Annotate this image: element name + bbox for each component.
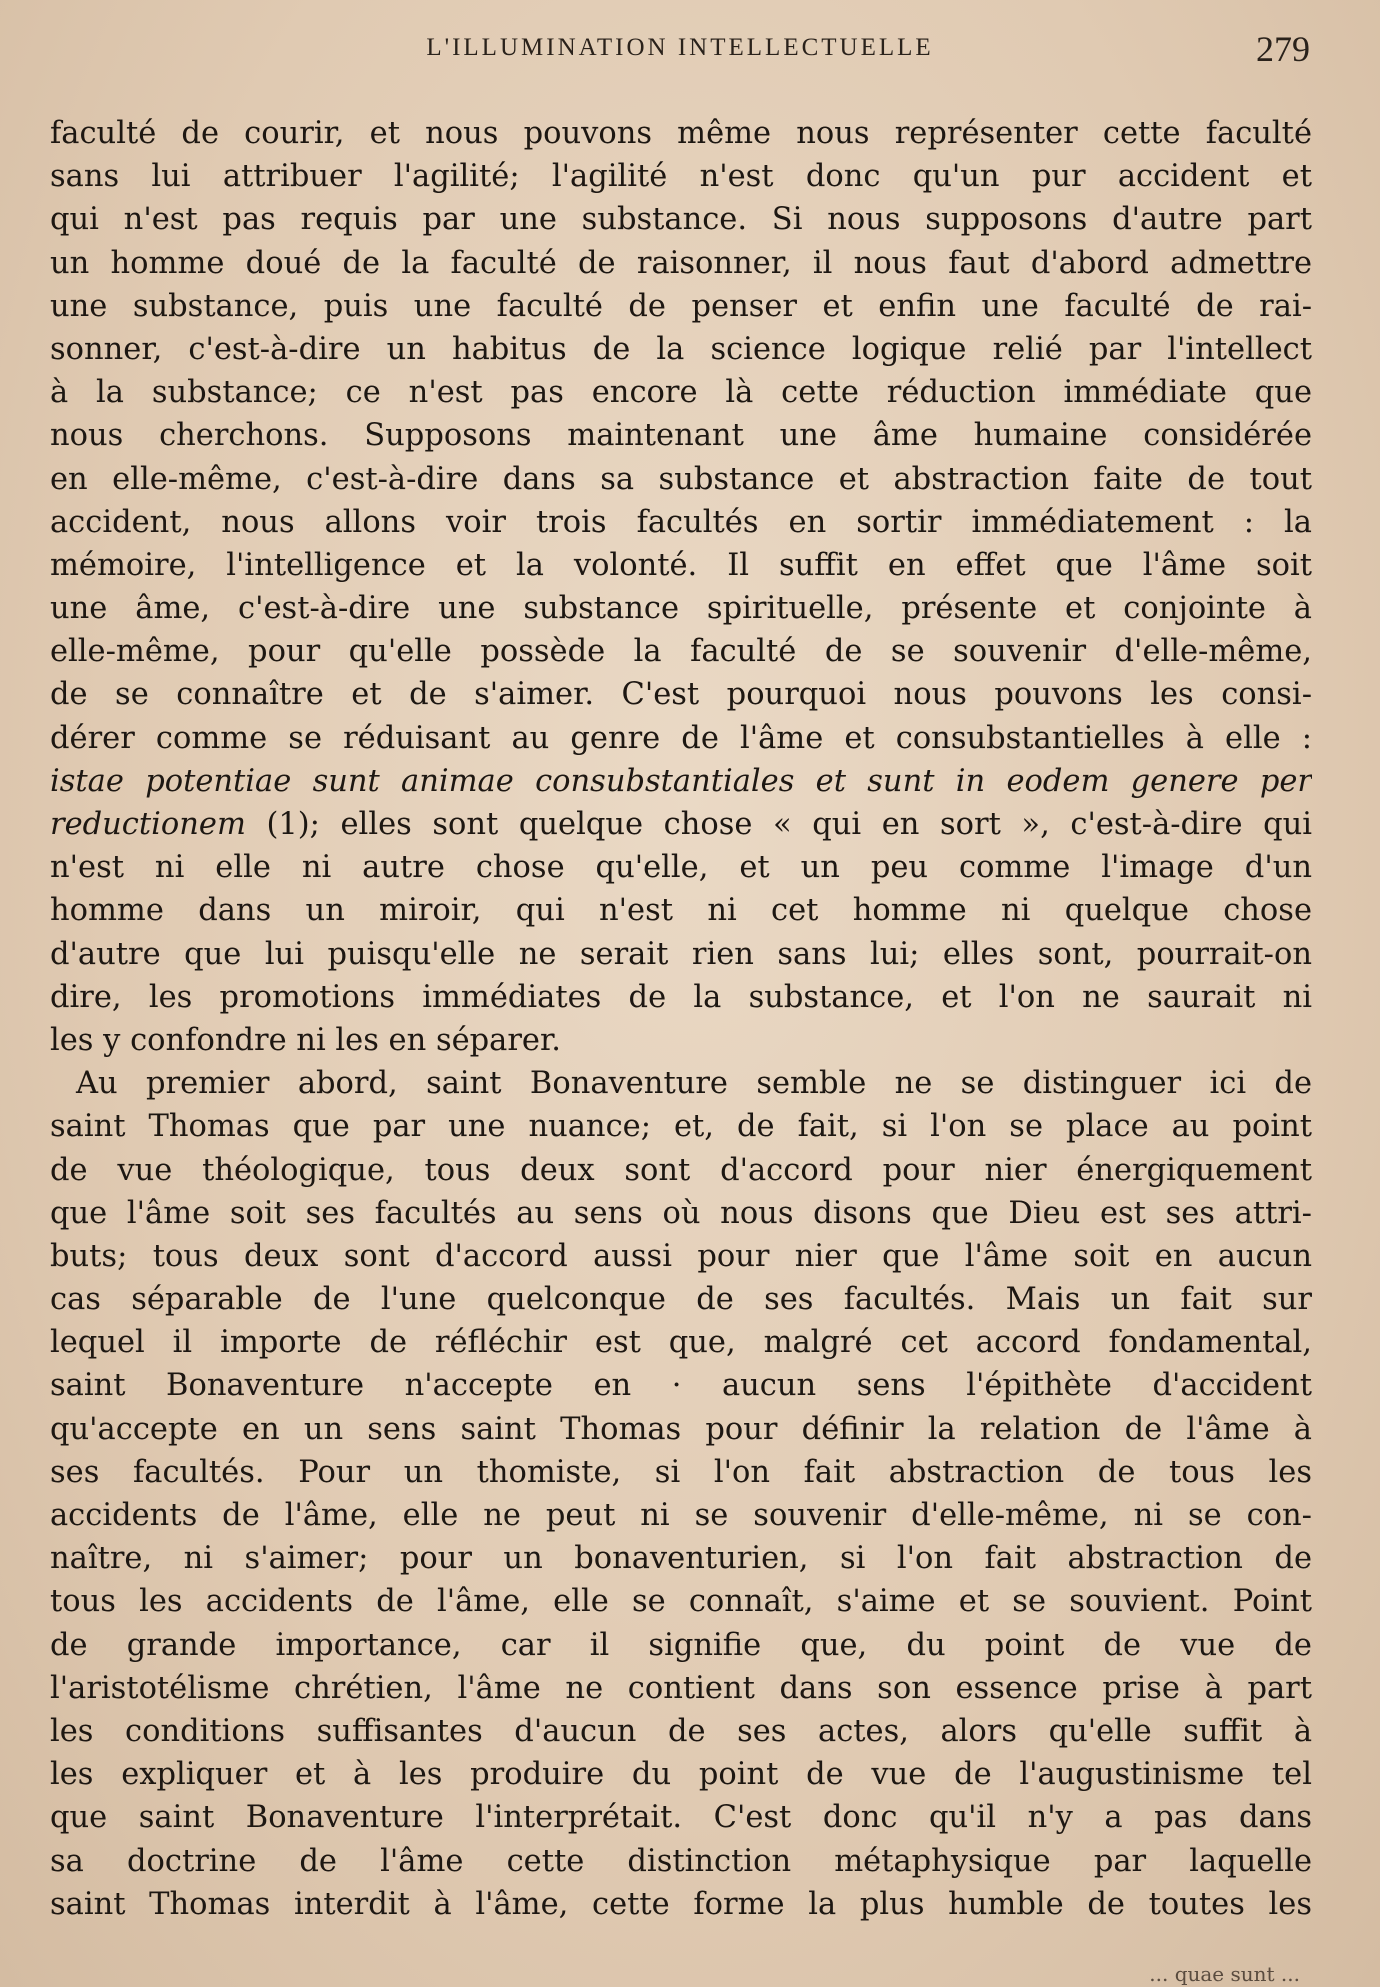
footnote-fragment: ... quae sunt ... xyxy=(1149,1962,1300,1986)
text-line: accidents de l'âme, elle ne peut ni se souvenir d'elle-même, ni se con- xyxy=(50,1498,1312,1533)
text-line: que saint Bonaventure l'interprétait. C'est donc qu'il n'y a pas dans xyxy=(50,1800,1312,1836)
text-line: saint Thomas que par une nuance; et, de fait, si l'on se place au point xyxy=(50,1109,1312,1145)
text-line: une âme, c'est-à-dire une substance spirituelle, présente et conjointe à xyxy=(50,591,1312,627)
text-line: de vue théologique, tous deux sont d'accord pour nier énergiquement xyxy=(50,1152,1312,1188)
text-line-paragraph-end: les y confondre ni les en séparer. xyxy=(50,1022,561,1058)
text-line: qui n'est pas requis par une substance. Si nous supposons d'autre part xyxy=(50,202,1312,238)
text-line: un homme doué de la faculté de raisonner, il nous faut d'abord admettre xyxy=(50,245,1312,281)
text-line: sonner, c'est-à-dire un habitus de la science logique relié par l'intellect xyxy=(50,331,1312,367)
page-number: 279 xyxy=(1256,29,1310,69)
text-line: sa doctrine de l'âme cette distinction métaphysique par laquelle xyxy=(50,1843,1312,1879)
text-line: ses facultés. Pour un thomiste, si l'on fait abstraction de tous les xyxy=(50,1454,1312,1490)
text-line: tous les accidents de l'âme, elle se connaît, s'aime et se souvient. Point xyxy=(50,1584,1312,1620)
page-header xyxy=(50,28,1310,78)
text-line: mémoire, l'intelligence et la volonté. Il suffit en effet que l'âme soit xyxy=(50,547,1312,583)
text-line: l'aristotélisme chrétien, l'âme ne contient dans son essence prise à part xyxy=(50,1670,1312,1706)
text-line: n'est ni elle ni autre chose qu'elle, et un peu comme l'image d'un xyxy=(50,850,1312,886)
text-line-latin-quote-end xyxy=(50,803,1312,846)
text-line: faculté de courir, et nous pouvons même nous représenter cette faculté xyxy=(50,116,1312,151)
text-line: cas séparable de l'une quelconque de ses facultés. Mais un fait sur xyxy=(50,1282,1312,1318)
text-line: les conditions suffisantes d'aucun de ses actes, alors qu'elle suffit à xyxy=(50,1713,1312,1749)
text-line: les expliquer et à les produire du point de vue de l'augustinisme tel xyxy=(50,1757,1312,1793)
text-line: que l'âme soit ses facultés au sens où nous disons que Dieu est ses attri- xyxy=(50,1195,1312,1231)
line-continuation: (1); elles sont quelque chose « qui en sort », c'est-à-dire qui xyxy=(245,807,1312,842)
text-line: saint Bonaventure n'accepte en · aucun sens l'épithète d'accident xyxy=(50,1368,1312,1404)
text-line: en elle-même, c'est-à-dire dans sa substance et abstraction faite de tout xyxy=(50,461,1312,497)
text-line: saint Thomas interdit à l'âme, cette forme la plus humble de toutes les xyxy=(50,1886,1312,1922)
text-line: lequel il importe de réfléchir est que, malgré cet accord fondamental, xyxy=(50,1325,1312,1361)
text-line: accident, nous allons voir trois facultés en sortir immédiatement : la xyxy=(50,504,1312,540)
text-line: naître, ni s'aimer; pour un bonaventurien, si l'on fait abstraction de xyxy=(50,1541,1312,1577)
latin-quote: istae potentiae sunt animae consubstantiales et sunt in eodem genere per xyxy=(50,763,1312,799)
text-line: buts; tous deux sont d'accord aussi pour nier que l'âme soit en aucun xyxy=(50,1238,1312,1274)
text-line: de se connaître et de s'aimer. C'est pourquoi nous pouvons les consi- xyxy=(50,677,1312,713)
text-line: dire, les promotions immédiates de la substance, et l'on ne saurait ni xyxy=(50,979,1312,1015)
text-line: à la substance; ce n'est pas encore là cette réduction immédiate que xyxy=(50,375,1312,411)
text-line-latin-quote xyxy=(50,760,1312,803)
text-line: dérer comme se réduisant au genre de l'âme et consubstantielles à elle : xyxy=(50,720,1312,756)
text-line: de grande importance, car il signifie que, du point de vue de xyxy=(50,1627,1312,1663)
text-line: homme dans un miroir, qui n'est ni cet homme ni quelque chose xyxy=(50,893,1312,929)
text-line: d'autre que lui puisqu'elle ne serait rien sans lui; elles sont, pourrait-on xyxy=(50,936,1312,972)
body-text xyxy=(50,112,1312,1926)
running-head: L'ILLUMINATION INTELLECTUELLE xyxy=(426,34,934,61)
text-line: qu'accepte en un sens saint Thomas pour définir la relation de l'âme à xyxy=(50,1411,1312,1447)
text-line: elle-même, pour qu'elle possède la faculté de se souvenir d'elle-même, xyxy=(50,634,1312,670)
text-line: une substance, puis une faculté de penser et enfin une faculté de rai- xyxy=(50,288,1312,324)
text-line-paragraph-start: Au premier abord, saint Bonaventure semble ne se distinguer ici de xyxy=(76,1066,1312,1102)
text-line: sans lui attribuer l'agilité; l'agilité n'est donc qu'un pur accident et xyxy=(50,159,1312,195)
latin-quote-end: reductionem xyxy=(50,807,246,842)
text-line: nous cherchons. Supposons maintenant une âme humaine considérée xyxy=(50,418,1312,454)
